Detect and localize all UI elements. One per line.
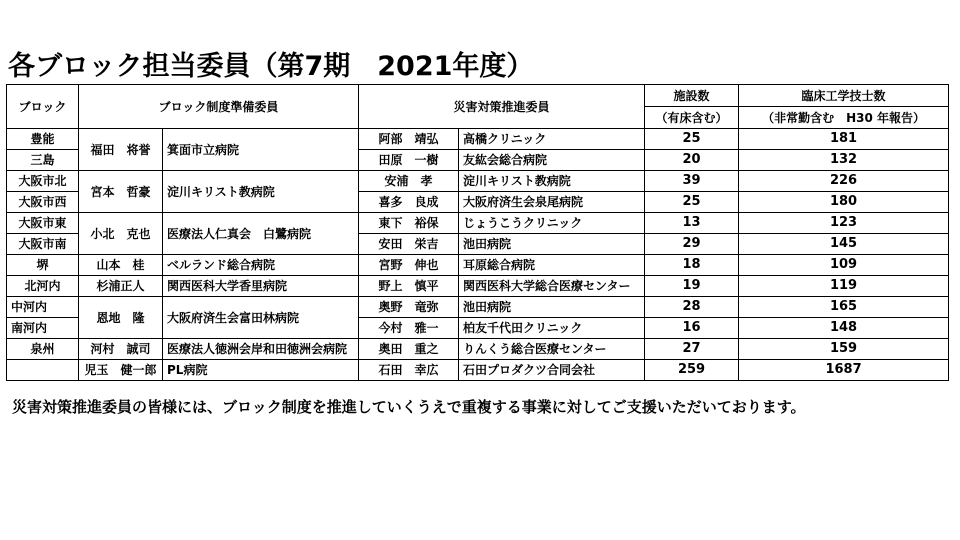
disaster-committee-hospital: りんくう総合医療センター	[459, 339, 645, 360]
block-committee-hospital: 医療法人仁真会 白鷺病院	[163, 213, 359, 255]
block-cell: 豊能	[7, 129, 79, 150]
disaster-committee-hospital: 関西医科大学総合医療センター	[459, 276, 645, 297]
disaster-committee-hospital: 池田病院	[459, 297, 645, 318]
block-cell	[7, 360, 79, 381]
disaster-committee-name: 安浦 孝	[359, 171, 459, 192]
engineers-cell: 132	[739, 150, 949, 171]
header-engineers-note: （非常勤含む H30 年報告）	[739, 107, 949, 129]
engineers-cell: 159	[739, 339, 949, 360]
disaster-committee-name: 宮野 伸也	[359, 255, 459, 276]
table-row	[7, 213, 949, 234]
block-cell: 北河内	[7, 276, 79, 297]
facilities-cell: 13	[645, 213, 739, 234]
disaster-committee-hospital: 柏友千代田クリニック	[459, 318, 645, 339]
facilities-cell: 25	[645, 192, 739, 213]
header-block: ブロック	[7, 85, 79, 129]
facilities-cell: 16	[645, 318, 739, 339]
facilities-cell: 25	[645, 129, 739, 150]
block-cell: 三島	[7, 150, 79, 171]
block-cell: 泉州	[7, 339, 79, 360]
disaster-committee-hospital: 耳原総合病院	[459, 255, 645, 276]
block-cell: 南河内	[7, 318, 79, 339]
block-committee-name: 山本 桂	[79, 255, 163, 276]
block-cell: 大阪市西	[7, 192, 79, 213]
disaster-committee-name: 阿部 靖弘	[359, 129, 459, 150]
header-block-system-committee: ブロック制度準備委員	[79, 85, 359, 129]
disaster-committee-hospital: 石田プロダクツ合同会社	[459, 360, 645, 381]
facilities-cell: 28	[645, 297, 739, 318]
engineers-cell: 109	[739, 255, 949, 276]
committee-table	[6, 84, 949, 381]
engineers-cell: 148	[739, 318, 949, 339]
engineers-cell: 123	[739, 213, 949, 234]
header-disaster-committee: 災害対策推進委員	[359, 85, 645, 129]
facilities-cell: 20	[645, 150, 739, 171]
disaster-committee-name: 喜多 良成	[359, 192, 459, 213]
footer-note: 災害対策推進委員の皆様には、ブロック制度を推進していくうえで重複する事業に対してご支援いただいております。	[12, 398, 806, 416]
facilities-cell: 27	[645, 339, 739, 360]
page-title: 各ブロック担当委員（第7期 2021年度）	[8, 51, 534, 82]
disaster-committee-hospital: 友紘会総合病院	[459, 150, 645, 171]
block-committee-name: 児玉 健一郎	[79, 360, 163, 381]
block-cell: 中河内	[7, 297, 79, 318]
block-committee-hospital: 箕面市立病院	[163, 129, 359, 171]
block-committee-hospital: ベルランド総合病院	[163, 255, 359, 276]
block-committee-hospital: 関西医科大学香里病院	[163, 276, 359, 297]
engineers-cell: 165	[739, 297, 949, 318]
block-cell: 大阪市東	[7, 213, 79, 234]
block-cell: 堺	[7, 255, 79, 276]
disaster-committee-hospital: 淀川キリスト教病院	[459, 171, 645, 192]
disaster-committee-name: 今村 雅一	[359, 318, 459, 339]
facilities-total: 259	[645, 360, 739, 381]
block-committee-name: 恩地 隆	[79, 297, 163, 339]
block-cell: 大阪市北	[7, 171, 79, 192]
disaster-committee-hospital: 高橋クリニック	[459, 129, 645, 150]
block-committee-hospital: 医療法人徳洲会岸和田徳洲会病院	[163, 339, 359, 360]
disaster-committee-name: 田原 一樹	[359, 150, 459, 171]
engineers-total: 1687	[739, 360, 949, 381]
disaster-committee-name: 石田 幸広	[359, 360, 459, 381]
table-row-total	[7, 360, 949, 381]
block-committee-name: 宮本 哲豪	[79, 171, 163, 213]
disaster-committee-hospital: 池田病院	[459, 234, 645, 255]
disaster-committee-name: 野上 慎平	[359, 276, 459, 297]
block-committee-hospital: 大阪府済生会富田林病院	[163, 297, 359, 339]
disaster-committee-name: 安田 栄吉	[359, 234, 459, 255]
facilities-cell: 18	[645, 255, 739, 276]
engineers-cell: 119	[739, 276, 949, 297]
table-header-row	[7, 85, 949, 107]
block-committee-hospital: PL病院	[163, 360, 359, 381]
table-row	[7, 129, 949, 150]
table-row	[7, 297, 949, 318]
block-committee-name: 河村 誠司	[79, 339, 163, 360]
table-row	[7, 171, 949, 192]
disaster-committee-name: 東下 裕保	[359, 213, 459, 234]
block-committee-name: 福田 将誉	[79, 129, 163, 171]
disaster-committee-name: 奥野 竜弥	[359, 297, 459, 318]
disaster-committee-hospital: 大阪府済生会泉尾病院	[459, 192, 645, 213]
facilities-cell: 39	[645, 171, 739, 192]
disaster-committee-hospital: じょうこうクリニック	[459, 213, 645, 234]
header-facilities: 施設数	[645, 85, 739, 107]
header-engineers: 臨床工学技士数	[739, 85, 949, 107]
block-cell: 大阪市南	[7, 234, 79, 255]
engineers-cell: 181	[739, 129, 949, 150]
facilities-cell: 19	[645, 276, 739, 297]
facilities-cell: 29	[645, 234, 739, 255]
table-row	[7, 255, 949, 276]
header-facilities-note: （有床含む）	[645, 107, 739, 129]
engineers-cell: 145	[739, 234, 949, 255]
block-committee-name: 杉浦正人	[79, 276, 163, 297]
block-committee-name: 小北 克也	[79, 213, 163, 255]
disaster-committee-name: 奥田 重之	[359, 339, 459, 360]
engineers-cell: 180	[739, 192, 949, 213]
table-row	[7, 339, 949, 360]
engineers-cell: 226	[739, 171, 949, 192]
block-committee-hospital: 淀川キリスト教病院	[163, 171, 359, 213]
table-row	[7, 276, 949, 297]
